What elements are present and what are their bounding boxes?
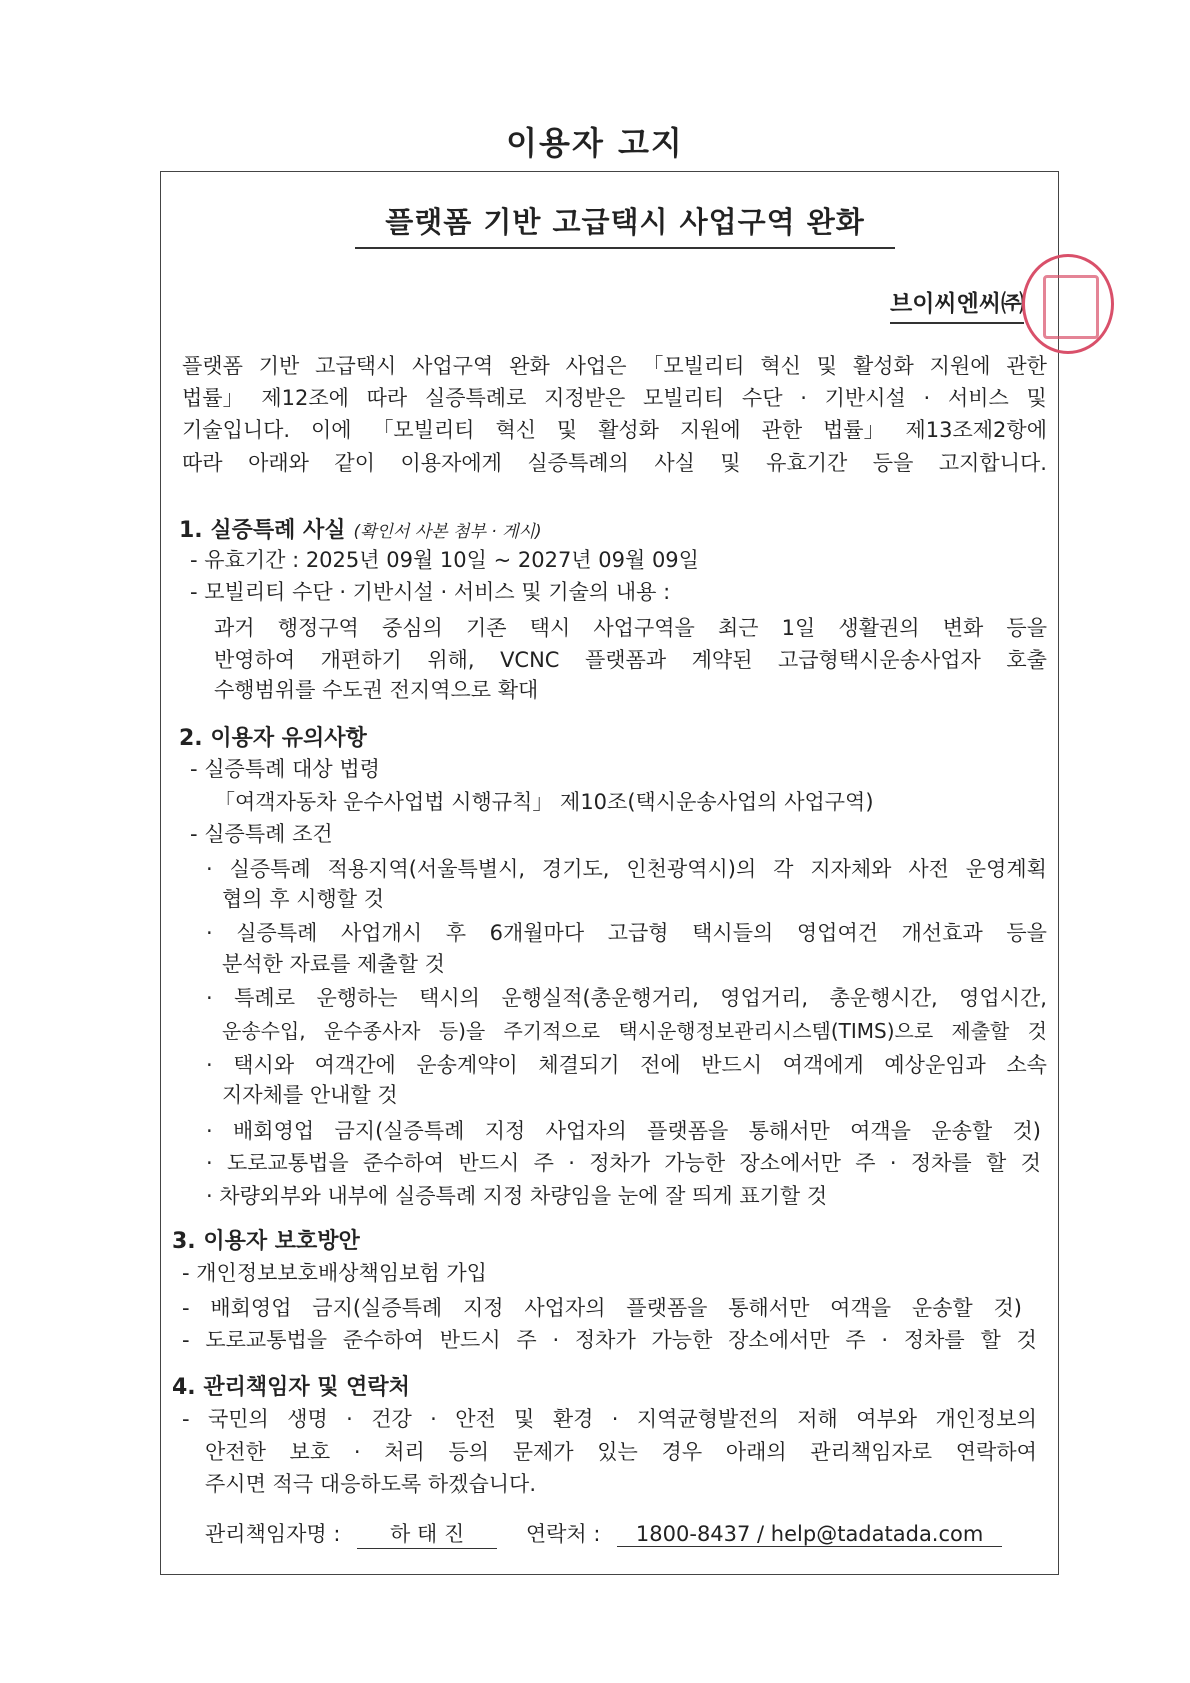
condition-item: · 택시와 여객간에 운송계약이 체결되기 전에 반드시 여객에게 예상운임과 소속	[206, 1053, 1047, 1077]
condition-item-cont: 지자체를 안내할 것	[222, 1083, 398, 1107]
content-label: - 모빌리티 수단 · 기반시설 · 서비스 및 기술의 내용 :	[190, 580, 671, 604]
condition-item: · 도로교통법을 준수하여 반드시 주 · 정차가 가능한 장소에서만 주 · 정차를 할 것	[206, 1151, 1041, 1175]
company-seal-icon	[1022, 254, 1114, 354]
condition-label: - 실증특례 조건	[190, 822, 333, 846]
protection-item: - 개인정보보호배상책임보험 가입	[182, 1261, 487, 1285]
manager-label: 관리책임자명 :	[205, 1522, 341, 1546]
contact-body-line: 주시면 적극 대응하도록 하겠습니다.	[205, 1472, 536, 1496]
condition-item-cont: 협의 후 시행할 것	[222, 887, 385, 911]
intro-line: 기술입니다. 이에 「모빌리티 혁신 및 활성화 지원에 관한 법률」 제13조제2항에	[182, 418, 1047, 442]
contact-body-line: 안전한 보호 · 처리 등의 문제가 있는 경우 아래의 관리책임자로 연락하여	[205, 1440, 1037, 1464]
section-3-title: 3. 이용자 보호방안	[172, 1229, 360, 1254]
condition-item: · 특례로 운행하는 택시의 운행실적(총운행거리, 영업거리, 총운행시간, 영업시간,	[206, 986, 1047, 1010]
condition-item: · 실증특례 적용지역(서울특별시, 경기도, 인천광역시)의 각 지자체와 사전 운영계획	[206, 857, 1047, 881]
company-name: 브이씨엔씨㈜	[890, 285, 1024, 324]
section-1-title	[179, 513, 542, 544]
condition-item: · 배회영업 금지(실증특례 지정 사업자의 플랫폼을 통해서만 여객을 운송할 것)	[206, 1119, 1041, 1143]
contact-label: 연락처 :	[525, 1522, 601, 1546]
content-line: 과거 행정구역 중심의 기존 택시 사업구역을 최근 1일 생활권의 변화 등을	[214, 616, 1047, 640]
intro-line: 플랫폼 기반 고급택시 사업구역 완화 사업은 「모빌리티 혁신 및 활성화 지원에 관한	[182, 354, 1047, 378]
condition-item: · 차량외부와 내부에 실증특례 지정 차량임을 눈에 잘 띄게 표기할 것	[206, 1184, 828, 1208]
law-text: 「여객자동차 운수사업법 시행규칙」 제10조(택시운송사업의 사업구역)	[214, 790, 874, 814]
condition-item: · 실증특례 사업개시 후 6개월마다 고급형 택시들의 영업여건 개선효과 등을	[206, 921, 1047, 945]
content-line: 수행범위를 수도권 전지역으로 확대	[214, 678, 539, 702]
section-1-note: (확인서 사본 첨부 · 게시)	[353, 522, 542, 542]
protection-item: - 배회영업 금지(실증특례 지정 사업자의 플랫폼을 통해서만 여객을 운송할 것)	[182, 1296, 1022, 1320]
validity-line: - 유효기간 : 2025년 09월 10일 ~ 2027년 09월 09일	[190, 548, 699, 572]
document-subtitle: 플랫폼 기반 고급택시 사업구역 완화	[355, 200, 895, 249]
condition-item-cont: 분석한 자료를 제출할 것	[222, 952, 445, 976]
contact-value: 1800-8437 / help@tadatada.com	[617, 1522, 1002, 1547]
manager-name: 하 태 진	[357, 1518, 497, 1549]
intro-line: 법률」 제12조에 따라 실증특례로 지정받은 모빌리티 수단 · 기반시설 · 서비스 및	[182, 386, 1047, 410]
manager-row	[205, 1518, 1002, 1549]
section-2-title: 2. 이용자 유의사항	[179, 726, 367, 751]
law-label: - 실증특례 대상 법령	[190, 757, 380, 781]
content-line: 반영하여 개편하기 위해, VCNC 플랫폼과 계약된 고급형택시운송사업자 호출	[214, 648, 1047, 672]
contact-body-line: - 국민의 생명 · 건강 · 안전 및 환경 · 지역균형발전의 저해 여부와 개인정보의	[182, 1407, 1037, 1431]
intro-line: 따라 아래와 같이 이용자에게 실증특례의 사실 및 유효기간 등을 고지합니다.	[182, 451, 1047, 475]
section-1-title-text: 1. 실증특례 사실	[179, 518, 346, 543]
document-heading: 이용자 고지	[506, 124, 684, 162]
section-4-title: 4. 관리책임자 및 연락처	[172, 1375, 410, 1400]
protection-item: - 도로교통법을 준수하여 반드시 주 · 정차가 가능한 장소에서만 주 · 정차를 할 것	[182, 1328, 1037, 1352]
condition-item-cont: 운송수입, 운수종사자 등)을 주기적으로 택시운행정보관리시스템(TIMS)으로 제출할 것	[222, 1019, 1047, 1043]
